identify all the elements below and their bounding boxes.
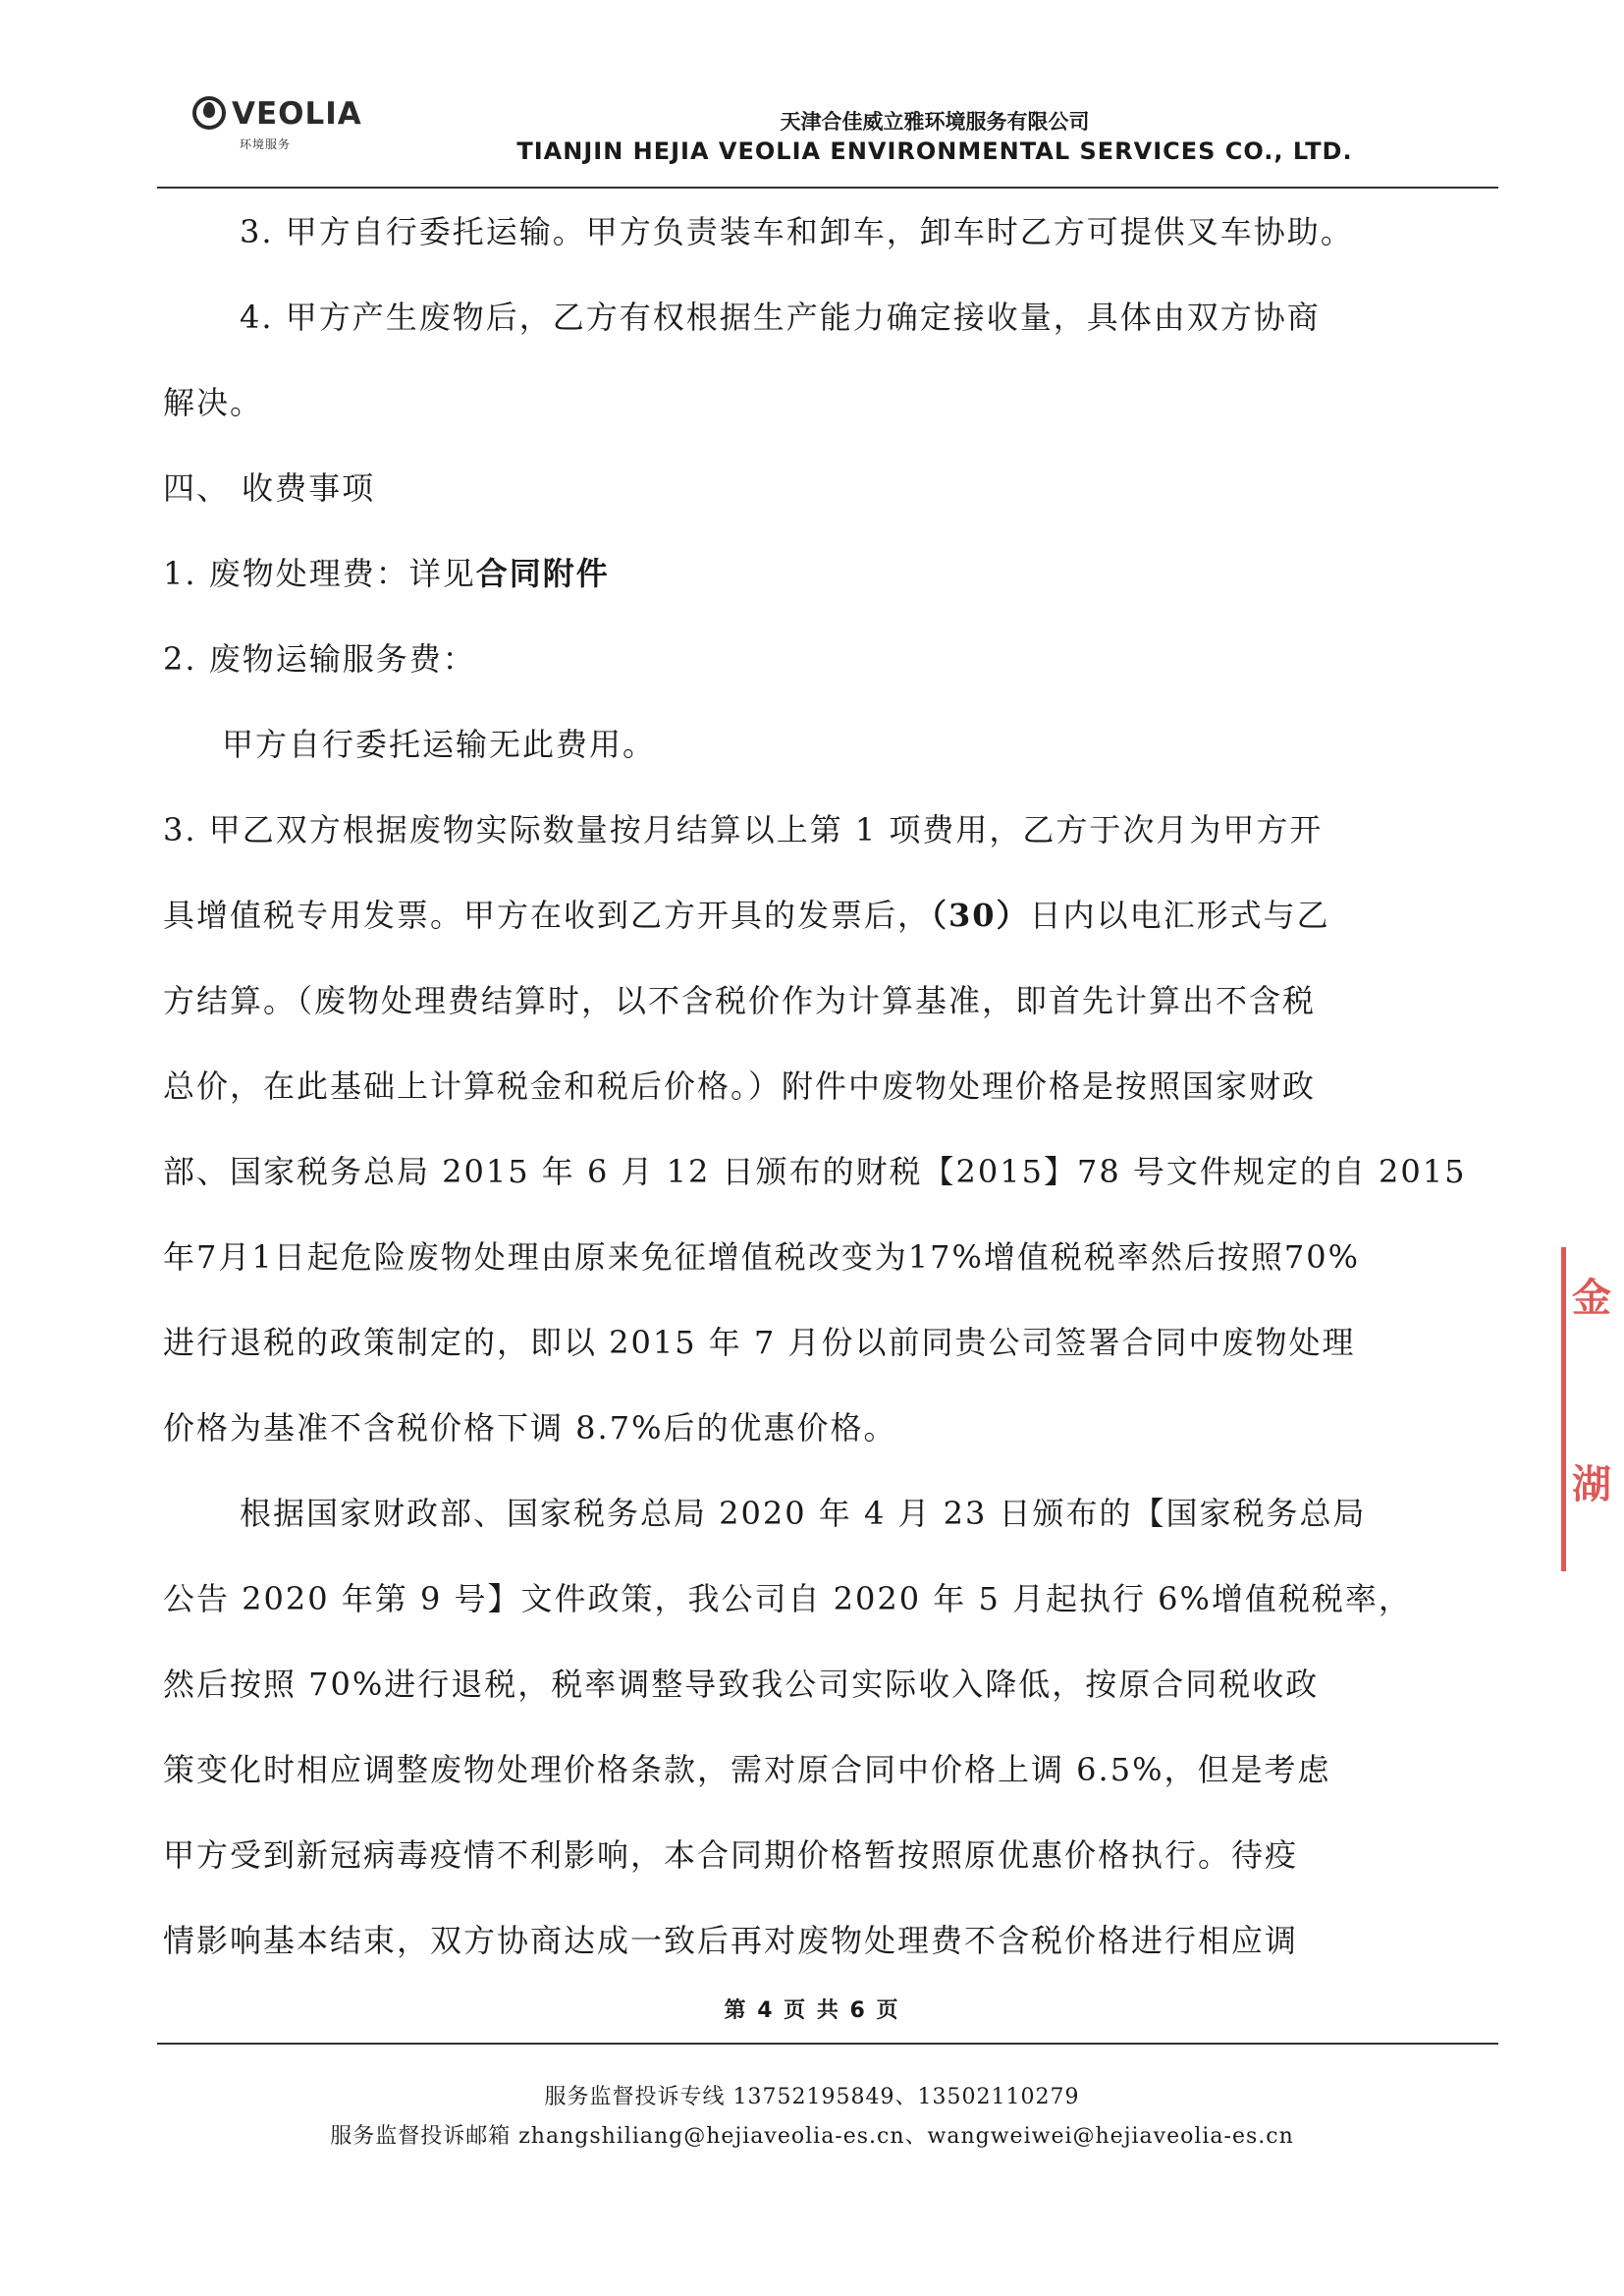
complaint-hotline: 服务监督投诉专线 13752195849、13502110279 (544, 2085, 1080, 2109)
fee-item-1-text: 1. 废物处理费：详见 (163, 555, 476, 592)
fee-item-3-line: 价格为基准不含税价格下调 8.7%后的优惠价格。 (163, 1409, 897, 1447)
company-name-en: TIANJIN HEJIA VEOLIA ENVIRONMENTAL SERVICES CO., LTD. (516, 137, 1353, 165)
fee-item-2-note: 甲方自行委托运输无此费用。 (222, 726, 657, 763)
seal-char: 湖 (1572, 1461, 1611, 1507)
payment-days: （30） (931, 897, 1030, 934)
tax-policy-paragraph-line: 然后按照 70%进行退税，税率调整导致我公司实际收入降低，按原合同税收政 (163, 1666, 1320, 1703)
seal-stamp (1561, 1247, 1624, 1571)
fee-item-3-line: 3. 甲乙双方根据废物实际数量按月结算以上第 1 项费用，乙方于次月为甲方开 (163, 811, 1324, 848)
fee-item-3-text: 日内以电汇形式与乙 (1029, 897, 1330, 934)
complaint-email: 服务监督投诉邮箱 zhangshiliang@hejiaveolia-es.cn、wangweiwei@hejiaveolia-es.cn (330, 2124, 1294, 2149)
fee-item-1-attachment: 合同附件 (475, 555, 610, 592)
fee-item-3-line: 总价，在此基础上计算税金和税后价格。）附件中废物处理价格是按照国家财政 (163, 1067, 1317, 1105)
fee-item-3-line: 年7月1日起危险废物处理由原来免征增值税改变为17%增值税税率然后按照70% (163, 1238, 1360, 1276)
fee-item-3-line: 部、国家税务总局 2015 年 6 月 12 日颁布的财税【2015】78 号文件规定的自 2015 (163, 1153, 1467, 1190)
tax-policy-paragraph-line: 策变化时相应调整废物处理价格条款，需对原合同中价格上调 6.5%，但是考虑 (163, 1751, 1331, 1788)
fee-item-3-line: 方结算。（废物处理费结算时，以不含税价作为计算基准，即首先计算出不含税 (163, 982, 1317, 1019)
header-divider (157, 187, 1498, 189)
clause-3-transport: 3. 甲方自行委托运输。甲方负责装车和卸车，卸车时乙方可提供叉车协助。 (240, 213, 1354, 250)
tax-policy-paragraph-line: 情影响基本结束，双方协商达成一致后再对废物处理费不含税价格进行相应调 (163, 1922, 1299, 1959)
company-name-cn: 天津合佳威立雅环境服务有限公司 (780, 110, 1090, 134)
logo-brand: VEOLIA (232, 96, 362, 132)
fee-item-1 (163, 554, 610, 593)
fee-item-3-line: 进行退税的政策制定的，即以 2015 年 7 月份以前同贵公司签署合同中废物处理 (163, 1324, 1356, 1361)
page-number: 第 4 页 共 6 页 (724, 1998, 900, 2023)
fee-item-3-line (163, 896, 1330, 935)
logo-subtitle: 环境服务 (240, 137, 292, 151)
tax-policy-paragraph-line: 甲方受到新冠病毒疫情不利影响，本合同期价格暂按照原优惠价格执行。待疫 (163, 1836, 1299, 1874)
footer-divider (157, 2043, 1498, 2045)
seal-char: 金 (1572, 1275, 1611, 1321)
clause-4-receipt: 4. 甲方产生废物后，乙方有权根据生产能力确定接收量，具体由双方协商 (240, 299, 1321, 336)
tax-policy-paragraph-line: 公告 2020 年第 9 号】文件政策，我公司自 2020 年 5 月起执行 6%增值税税率， (163, 1580, 1412, 1617)
section-heading-fees: 四、 收费事项 (163, 469, 376, 507)
fee-item-2: 2. 废物运输服务费： (163, 640, 476, 678)
tax-policy-paragraph-line: 根据国家财政部、国家税务总局 2020 年 4 月 23 日颁布的【国家税务总局 (240, 1495, 1367, 1532)
clause-4-continuation: 解决。 (163, 384, 264, 421)
fee-item-3-text: 具增值税专用发票。甲方在收到乙方开具的发票后， (163, 897, 932, 934)
